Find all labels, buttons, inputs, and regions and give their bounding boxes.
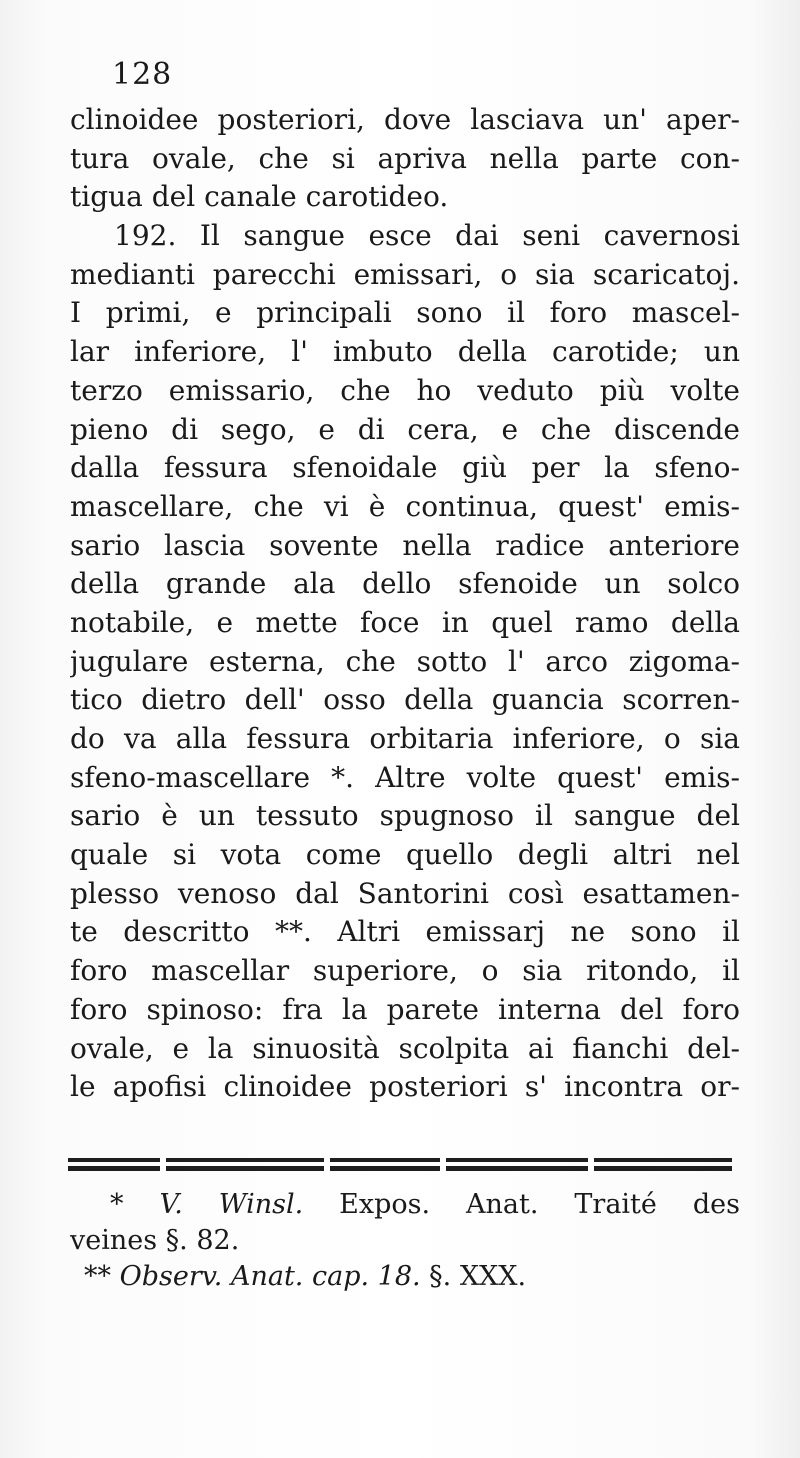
footnote-citation-section: §. XXX. xyxy=(429,1261,527,1292)
text-line: foro spinoso: fra la parete interna del foro xyxy=(70,992,740,1026)
text-line: dalla fessura sfenoidale giù per la sfeno- xyxy=(70,451,740,485)
text-line: do va alla fessura orbitaria inferiore, o sia xyxy=(70,722,740,755)
text-line: sario è un tessuto spugnoso il sangue del xyxy=(70,799,740,833)
page-number: 128 xyxy=(112,57,173,92)
text-line: pieno di sego, e di cera, e che discende xyxy=(70,412,740,446)
footnote-citation-text: Expos. Anat. Traité des xyxy=(339,1189,740,1220)
footnote-1 xyxy=(70,1187,740,1223)
footnotes xyxy=(70,1187,740,1295)
text-line: te descritto **. Altri emissarj ne sono il xyxy=(70,915,740,949)
text-line: le apofisi clinoidee posteriori s' incontra or- xyxy=(70,1070,740,1104)
text-line: terzo emissario, che ho veduto più volte xyxy=(70,373,740,407)
text-line: sfeno-mascellare *. Altre volte quest' emis- xyxy=(70,760,740,794)
text-line: tura ovale, che si apriva nella parte con- xyxy=(70,141,740,175)
footnote-marker: * xyxy=(110,1189,124,1220)
text-line: foro mascellar superiore, o sia ritondo, il xyxy=(70,954,740,988)
text-line: ovale, e la sinuosità scolpita ai fianchi del- xyxy=(70,1031,740,1065)
paragraph-start-192: 192. Il sangue esce dai seni cavernosi xyxy=(114,219,740,253)
text-line: clinoidee posteriori, dove lasciava un' aper- xyxy=(70,103,740,136)
footnote-citation-author: V. Winsl. xyxy=(159,1189,304,1220)
text-line: tigua del canale carotideo. xyxy=(70,180,449,214)
footnote-rule xyxy=(68,1158,732,1172)
text-line: mascellare, che vi è continua, quest' emis- xyxy=(70,489,740,523)
text-line: medianti parecchi emissari, o sia scaricatoj. xyxy=(70,257,740,291)
body-text xyxy=(70,101,740,1107)
text-line: sario lascia sovente nella radice anteriore xyxy=(70,528,740,562)
footnote-2 xyxy=(70,1259,740,1295)
text-line: quale si vota come quello degli altri nel xyxy=(70,838,740,872)
text-line: jugulare esterna, che sotto l' arco zigoma- xyxy=(70,644,740,678)
footnote-citation-work: Observ. Anat. cap. 18. xyxy=(119,1261,421,1292)
text-line: tico dietro dell' osso della guancia scorren- xyxy=(70,683,740,717)
text-line: plesso venoso dal Santorini così esattamen- xyxy=(70,876,740,910)
text-line: lar inferiore, l' imbuto della carotide; un xyxy=(70,335,740,369)
text-line: I primi, e principali sono il foro mascel- xyxy=(70,296,740,330)
footnote-1-continuation: veines §. 82. xyxy=(70,1225,240,1256)
text-line: della grande ala dello sfenoide un solco xyxy=(70,567,740,601)
footnote-marker: ** xyxy=(84,1261,111,1292)
text-line: notabile, e mette foce in quel ramo della xyxy=(70,605,740,639)
